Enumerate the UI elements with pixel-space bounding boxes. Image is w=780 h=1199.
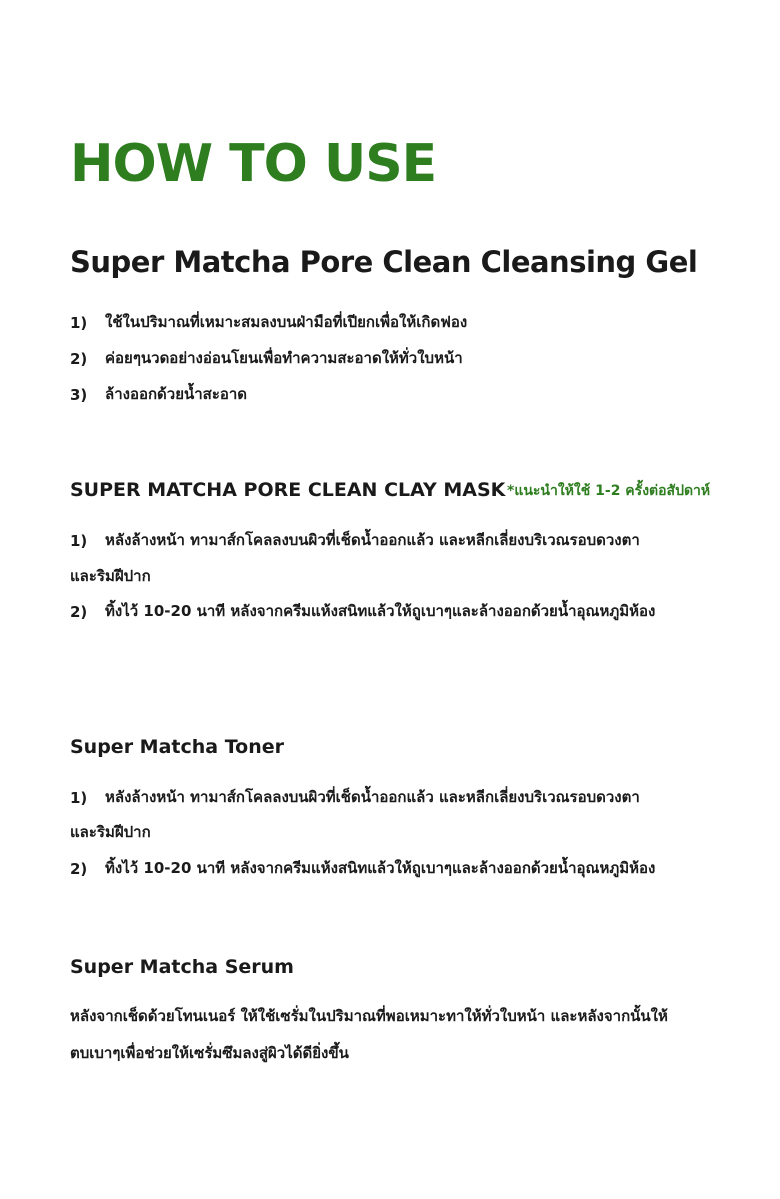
gel-step-3-number: 3) bbox=[70, 386, 88, 404]
mask-step-1-text: หลังล้างหน้า ทามาส์กโคลลงบนผิวที่เช็ดน้ำออกแล้ว และหลีกเลี่ยงบริเวณรอบดวงตา bbox=[105, 531, 640, 549]
mask-step-2-number: 2) bbox=[70, 603, 88, 621]
gel-step-3-text: ล้างออกด้วยน้ำสะอาด bbox=[105, 385, 248, 403]
mask-step-1-continuation: และริมฝีปาก bbox=[70, 567, 151, 585]
serum-title: Super Matcha Serum bbox=[70, 956, 294, 978]
toner-step-2-text: ทิ้งไว้ 10-20 นาที หลังจากครีมแห้งสนิทแล้วให้ถูเบาๆและล้างออกด้วยน้ำอุณหภูมิห้อง bbox=[105, 859, 656, 877]
toner-step-1-continuation: และริมฝีปาก bbox=[70, 823, 151, 841]
toner-title: Super Matcha Toner bbox=[70, 736, 284, 758]
toner-step-2-number: 2) bbox=[70, 860, 88, 878]
clay-mask-usage-note: *แนะนำให้ใช้ 1-2 ครั้งต่อสัปดาห์ bbox=[507, 483, 711, 499]
toner-step-1-number: 1) bbox=[70, 789, 88, 807]
toner-step-1-text: หลังล้างหน้า ทามาส์กโคลลงบนผิวที่เช็ดน้ำออกแล้ว และหลีกเลี่ยงบริเวณรอบดวงตา bbox=[105, 788, 640, 806]
gel-step-1-text: ใช้ในปริมาณที่เหมาะสมลงบนฝ่ามือที่เปียกเพื่อให้เกิดฟอง bbox=[105, 313, 468, 331]
serum-paragraph-line-1: หลังจากเช็ดด้วยโทนเนอร์ ให้ใช้เซรั่มในปริมาณที่พอเหมาะทาให้ทั่วใบหน้า และหลังจากนั้นให้ bbox=[70, 1007, 668, 1025]
serum-paragraph-line-2: ตบเบาๆเพื่อช่วยให้เซรั่มซึมลงสู่ผิวได้ดียิ่งขึ้น bbox=[70, 1044, 349, 1062]
cleansing-gel-title: Super Matcha Pore Clean Cleansing Gel bbox=[70, 245, 698, 279]
gel-step-2-number: 2) bbox=[70, 350, 88, 368]
gel-step-2-text: ค่อยๆนวดอย่างอ่อนโยนเพื่อทำความสะอาดให้ทั่วใบหน้า bbox=[105, 349, 463, 367]
gel-step-1-number: 1) bbox=[70, 314, 88, 332]
page-title: HOW TO USE bbox=[70, 134, 437, 194]
mask-step-2-text: ทิ้งไว้ 10-20 นาที หลังจากครีมแห้งสนิทแล้วให้ถูเบาๆและล้างออกด้วยน้ำอุณหภูมิห้อง bbox=[105, 602, 656, 620]
clay-mask-title: SUPER MATCHA PORE CLEAN CLAY MASK bbox=[70, 479, 506, 501]
mask-step-1-number: 1) bbox=[70, 532, 88, 550]
